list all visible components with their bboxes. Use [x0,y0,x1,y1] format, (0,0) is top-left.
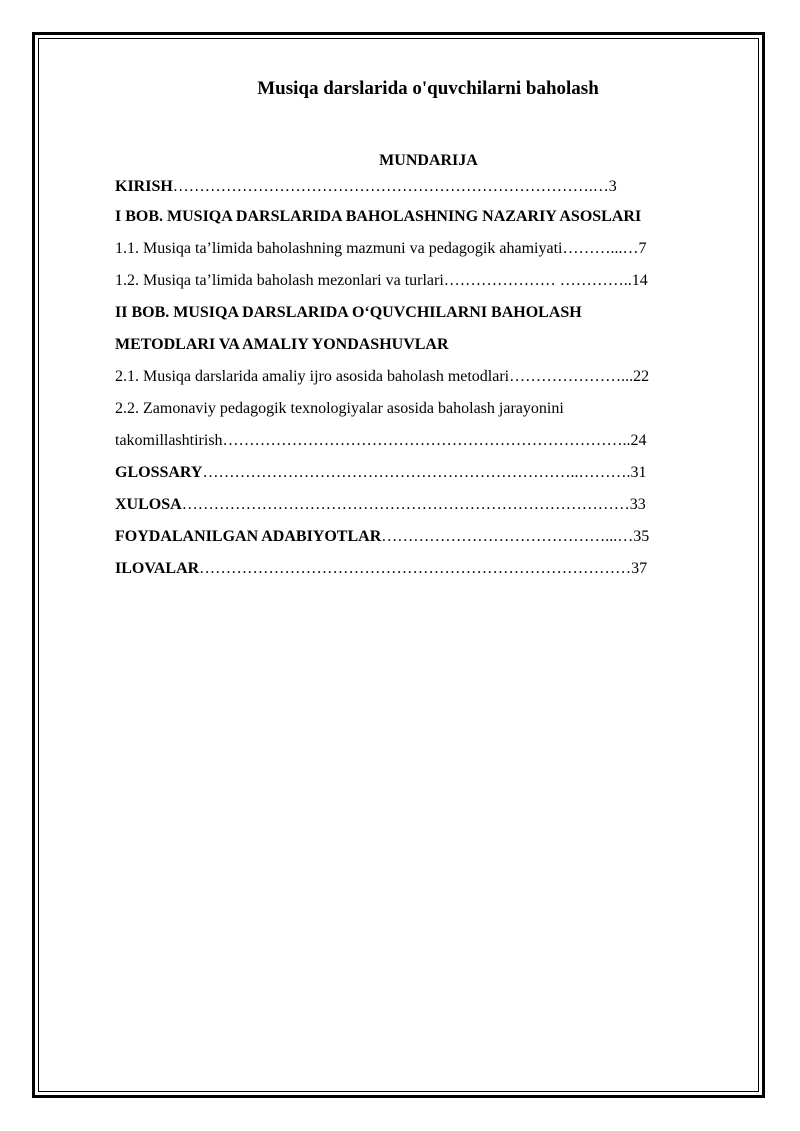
toc-entry-leader: ………………… …………..14 [443,272,648,289]
toc-entry-1-2[interactable] [115,265,742,297]
toc-entry-adabiyotlar[interactable] [115,521,742,553]
toc-entry-ilovalar[interactable] [115,553,742,585]
toc-entry-label: FOYDALANILGAN ADABIYOTLAR [115,528,382,545]
toc-entry-leader: …………………………………………………………………….…3 [172,178,617,195]
toc-entry-glossary[interactable] [115,457,742,489]
toc-entry-label: 2.2. Zamonaviy pedagogik texnologiyalar asosida baholash jarayonini [115,400,564,417]
toc-entry-label: 2.1. Musiqa darslarida amaliy ijro asosida baholash metodlari [115,368,510,385]
toc-entry-chapter-1[interactable] [115,201,742,233]
toc-entry-label: 1.1. Musiqa ta’limida baholashning mazmuni va pedagogik ahamiyati [115,240,563,257]
toc-entry-leader: …………………………………………………………………………33 [181,496,646,513]
toc-entry-leader: …………………...22 [509,368,650,385]
toc-entry-label: KIRISH [115,178,173,195]
toc-entry-2-2-cont[interactable] [115,425,742,457]
toc-entry-1-1[interactable] [115,233,742,265]
toc-heading: MUNDARIJA [379,152,478,169]
toc-entry-label: XULOSA [115,496,182,513]
toc-entry-leader: …………………………………………………………………..24 [222,432,647,449]
toc-entry-leader: ……………………………………………………………..……….31 [202,464,647,481]
toc-entry-chapter-2-cont[interactable] [115,329,742,361]
toc-entry-leader: ……………………………………...…35 [381,528,650,545]
toc-entry-label: GLOSSARY [115,464,203,481]
toc-entry-label: 1.2. Musiqa ta’limida baholash mezonlari va turlari [115,272,444,289]
toc-entry-kirish[interactable] [115,172,742,201]
table-of-contents [115,150,742,585]
document-title: Musiqa darslarida o'quvchilarni baholash [257,78,599,99]
toc-entry-xulosa[interactable] [115,489,742,521]
toc-entry-chapter-2[interactable] [115,297,742,329]
toc-entry-2-2[interactable] [115,393,742,425]
toc-entry-leader: ………...…7 [562,240,647,257]
toc-entry-label: II BOB. MUSIQA DARSLARIDA O‘QUVCHILARNI BAHOLASH [115,304,582,321]
toc-entry-label: takomillashtirish [115,432,223,449]
toc-entry-leader: ………………………………………………………………………37 [199,560,648,577]
toc-entry-2-1[interactable] [115,361,742,393]
toc-entry-label: ILOVALAR [115,560,200,577]
toc-entry-label: METODLARI VA AMALIY YONDASHUVLAR [115,336,449,353]
toc-entry-label: I BOB. MUSIQA DARSLARIDA BAHOLASHNING NAZARIY ASOSLARI [115,208,642,225]
